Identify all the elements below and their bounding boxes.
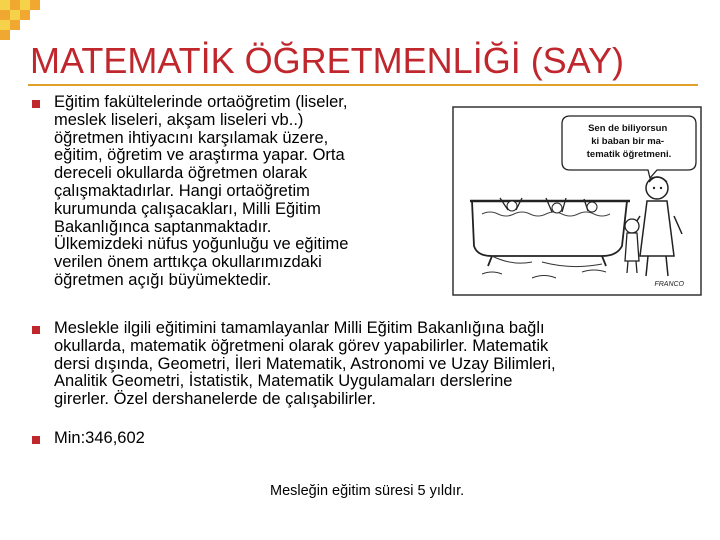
bullet-marker	[32, 436, 40, 444]
bullet-text-min-score: Min:346,602	[54, 429, 145, 447]
footer-note: Mesleğin eğitim süresi 5 yıldır.	[270, 483, 465, 499]
cartoon-signature: FRANCO	[654, 281, 684, 288]
speech-line: tematik öğretmeni.	[586, 149, 672, 160]
title-underline	[28, 84, 698, 86]
bullet-text-career: Meslekle ilgili eğitimini tamamlayanlar Milli Eğitim Bakanlığına bağlı okullarda, matematik öğretmeni olarak görev yapabilirler. Matematik dersi dışında, Geometri, İleri Matematik, Astronomi ve Uzay Bilimleri, Analitik Geometri, İstatistik, Matematik Uygulamaları derslerine girerler. Özel dershanelerde de çalışabilirler.	[54, 319, 556, 409]
speech-line: Sen de biliyorsun	[588, 123, 668, 134]
slide-title: MATEMATİK ÖĞRETMENLİĞİ (SAY)	[30, 40, 625, 81]
bullet-text-education: Eğitim fakültelerinde ortaöğretim (liseler, meslek liseleri, akşam liseleri vb..) öğretmen ihtiyacını karşılamak üzere, eğitim, öğretim ve araştırma yapar. Orta dereceli okullarda öğretmen olarak çalışmaktadırlar. Hangi ortaöğretim kurumunda çalışacakları, Milli Eğitim Bakanlığınca saptanmaktadır. Ülkemizdeki nüfus yoğunluğu ve eğitime verilen önem arttıkça okullarımızdaki öğretmen açığı büyümektedir.	[54, 93, 349, 289]
speech-line: ki baban bir ma-	[591, 136, 665, 147]
bullet-marker	[32, 326, 40, 334]
cartoon-illustration	[452, 106, 702, 296]
speech-bubble-text	[587, 123, 671, 160]
bullet-marker	[32, 100, 40, 108]
